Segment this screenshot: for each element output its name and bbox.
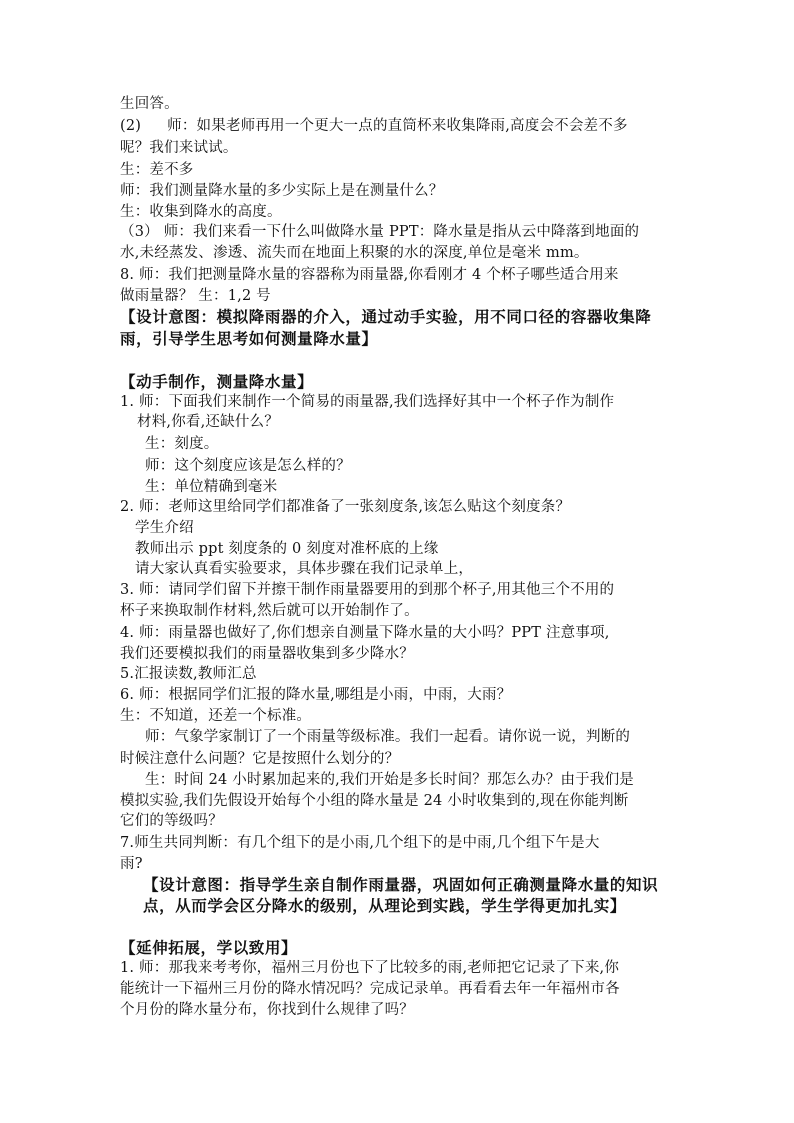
design-intent-line: 雨，引导学生思考如何测量降水量】 <box>120 329 378 348</box>
list-item: 1. 师：下面我们来制作一个简易的雨量器,我们选择好其中一个杯子作为制作 <box>120 394 615 410</box>
list-item: 2. 师：老师这里给同学们都准备了一张刻度条,该怎么贴这个刻度条？ <box>120 499 571 515</box>
list-item: 雨? <box>120 856 143 872</box>
list-item: 4. 师：雨量器也做好了,你们想亲自测量下降水量的大小吗？PPT 注意事项, <box>120 625 610 641</box>
paragraph-line: 生：差不多 <box>120 162 194 178</box>
list-item: 它们的等级吗？ <box>120 813 223 829</box>
list-item: 1. 师：那我来考考你，福州三月份也下了比较多的雨,老师把它记录了下来,你 <box>120 960 620 976</box>
list-item: 请大家认真看实验要求，具体步骤在我们记录单上， <box>135 561 474 577</box>
list-item: 5.汇报读数,教师汇总 <box>120 666 257 682</box>
list-item: 时候注意什么问题？它是按照什么划分的？ <box>120 751 400 767</box>
list-item: 我们还要模拟我们的雨量器收集到多少降水？ <box>120 646 414 662</box>
list-item: 生：不知道，还差一个标准。 <box>120 708 312 724</box>
list-item: 生：刻度。 <box>145 436 219 452</box>
paragraph-line: 呢？我们来试试。 <box>120 140 238 156</box>
paragraph-line: 生回答。 <box>120 96 179 112</box>
design-intent-line: 【设计意图：指导学生亲自制作雨量器，巩固如何正确测量降水量的知识 <box>143 875 659 894</box>
list-item: 材料,你看,还缺什么？ <box>137 414 279 430</box>
list-item: 师：气象学家制订了一个雨量等级标准。我们一起看。请你说一说，判断的 <box>145 729 631 745</box>
list-item: 模拟实验,我们先假设开始每个小组的降水量是 24 小时收集到的,现在你能判断 <box>120 793 629 809</box>
list-item: 杯子来换取制作材料,然后就可以开始制作了。 <box>120 603 419 619</box>
paragraph-line: 师：我们测量降水量的多少实际上是在测量什么？ <box>120 183 444 199</box>
list-item: 生：单位精确到毫米 <box>145 479 278 495</box>
list-item: 6. 师：根据同学们汇报的降水量,哪组是小雨，中雨，大雨？ <box>120 687 512 703</box>
paragraph-line: 水,未经蒸发、渗透、流失而在地面上积聚的水的深度,单位是毫米 mm。 <box>120 245 589 261</box>
item-number: (2) <box>120 118 142 134</box>
list-item: 能统计一下福州三月份的降水情况吗？完成记录单。再看看去年一年福州市各 <box>120 981 620 997</box>
paragraph-line: 生：收集到降水的高度。 <box>120 204 282 220</box>
list-item: 生：时间 24 小时累加起来的,我们开始是多长时间？那怎么办？由于我们是 <box>145 772 634 788</box>
list-item: 师：这个刻度应该是怎么样的？ <box>145 458 351 474</box>
list-item: 学生介绍 <box>135 520 194 536</box>
list-item: 教师出示 ppt 刻度条的 0 刻度对准杯底的上缘 <box>135 541 439 557</box>
paragraph-line: （3） 师：我们来看一下什么叫做降水量 PPT：降水量是指从云中降落到地面的 <box>120 224 640 240</box>
paragraph-line <box>120 116 628 136</box>
paragraph-line: 做雨量器？ 生：1,2 号 <box>120 288 271 304</box>
list-item: 3. 师：请同学们留下并擦干制作雨量器要用的到那个杯子,用其他三个不用的 <box>120 582 615 598</box>
list-item: 7.师生共同判断：有几个组下的是小雨,几个组下的是中雨,几个组下午是大 <box>120 835 600 851</box>
section-heading: 【动手制作，测量降水量】 <box>120 372 314 391</box>
section-heading: 【延伸拓展，学以致用】 <box>120 938 298 957</box>
list-item: 个月份的降水量分布，你找到什么规律了吗？ <box>120 1002 414 1018</box>
item-text: 师：如果老师再用一个更大一点的直筒杯来收集降雨,高度会不会差不多 <box>167 118 628 134</box>
design-intent-line: 点，从而学会区分降水的级别，从理论到实践，学生学得更加扎实】 <box>143 896 627 915</box>
paragraph-line: 8. 师：我们把测量降水量的容器称为雨量器,你看刚才 4 个杯子哪些适合用来 <box>120 267 619 283</box>
design-intent-line: 【设计意图：模拟降雨器的介入，通过动手实验，用不同口径的容器收集降 <box>120 307 652 326</box>
